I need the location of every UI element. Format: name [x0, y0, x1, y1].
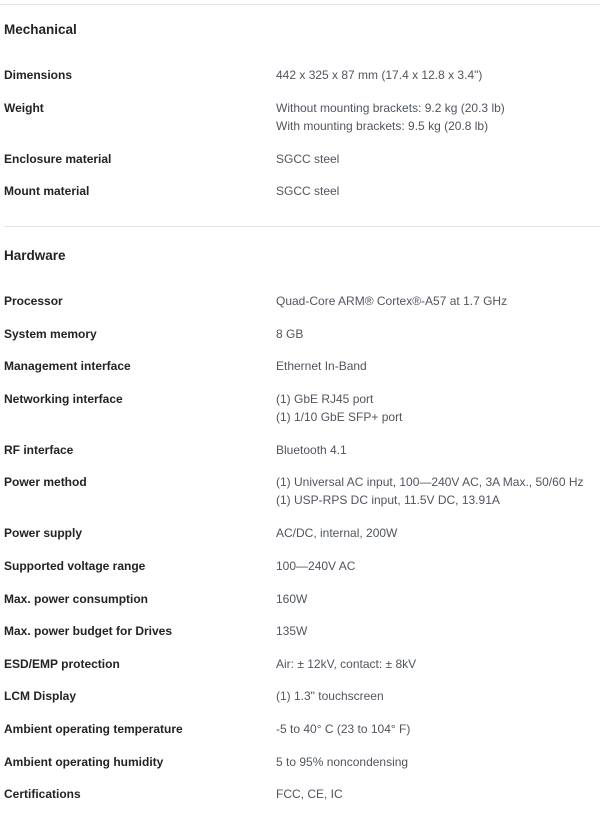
spec-value-line: With mounting brackets: 9.5 kg (20.8 lb) — [276, 119, 489, 133]
top-divider — [0, 4, 600, 5]
spec-value-line: 8 GB — [276, 327, 304, 341]
spec-value-line: 160W — [276, 592, 308, 606]
spec-value — [276, 66, 596, 84]
spec-label: System memory — [4, 327, 97, 341]
spec-value-line: 442 x 325 x 87 mm (17.4 x 12.8 x 3.4") — [276, 68, 483, 82]
spec-label: Max. power budget for Drives — [4, 624, 173, 638]
spec-label: Max. power consumption — [4, 592, 149, 606]
spec-label: RF interface — [4, 443, 74, 457]
spec-value — [276, 687, 596, 705]
spec-value-line: Air: ± 12kV, contact: ± 8kV — [276, 657, 417, 671]
spec-value-line: Quad-Core ARM® Cortex®-A57 at 1.7 GHz — [276, 294, 508, 308]
spec-value — [276, 182, 596, 200]
spec-value — [276, 357, 596, 375]
spec-value-line: (1) Universal AC input, 100—240V AC, 3A Max., 50/60 Hz — [276, 475, 584, 489]
spec-value — [276, 622, 596, 640]
spec-value — [276, 150, 596, 168]
spec-value-line: (1) USP-RPS DC input, 11.5V DC, 13.91A — [276, 493, 500, 507]
spec-value — [276, 473, 596, 509]
spec-value-line: 100—240V AC — [276, 559, 356, 573]
spec-label: Networking interface — [4, 392, 123, 406]
spec-label: Processor — [4, 294, 63, 308]
spec-label: Ambient operating humidity — [4, 755, 164, 769]
spec-value — [276, 390, 596, 426]
spec-value-line: Ethernet In-Band — [276, 359, 367, 373]
spec-value — [276, 753, 596, 771]
spec-label: Ambient operating temperature — [4, 722, 183, 736]
spec-label: Weight — [4, 101, 44, 115]
spec-value — [276, 557, 596, 575]
spec-label: Supported voltage range — [4, 559, 146, 573]
spec-value-line: 5 to 95% noncondensing — [276, 755, 409, 769]
spec-label: LCM Display — [4, 689, 77, 703]
spec-label: Certifications — [4, 787, 81, 801]
spec-value — [276, 292, 596, 310]
spec-value-line: Bluetooth 4.1 — [276, 443, 347, 457]
spec-value-line: (1) GbE RJ45 port — [276, 392, 374, 406]
spec-value — [276, 99, 596, 135]
spec-value-line: Without mounting brackets: 9.2 kg (20.3 lb) — [276, 101, 505, 115]
section-divider — [4, 226, 600, 227]
spec-label: Enclosure material — [4, 152, 112, 166]
spec-label: Management interface — [4, 359, 131, 373]
spec-label: Dimensions — [4, 68, 73, 82]
spec-value-line: (1) 1.3" touchscreen — [276, 689, 384, 703]
spec-label: ESD/EMP protection — [4, 657, 120, 671]
section-title: Mechanical — [4, 22, 77, 37]
spec-value — [276, 785, 596, 803]
spec-label: Power method — [4, 475, 87, 489]
spec-value — [276, 441, 596, 459]
spec-value-line: AC/DC, internal, 200W — [276, 526, 398, 540]
spec-label: Power supply — [4, 526, 83, 540]
spec-value-line: -5 to 40° C (23 to 104° F) — [276, 722, 411, 736]
spec-value-line: (1) 1/10 GbE SFP+ port — [276, 410, 403, 424]
spec-value — [276, 325, 596, 343]
spec-value-line: SGCC steel — [276, 152, 340, 166]
spec-value-line: SGCC steel — [276, 184, 340, 198]
spec-value — [276, 720, 596, 738]
section-title: Hardware — [4, 248, 66, 263]
spec-value — [276, 524, 596, 542]
spec-label: Mount material — [4, 184, 90, 198]
spec-value — [276, 590, 596, 608]
spec-value-line: FCC, CE, IC — [276, 787, 343, 801]
spec-value-line: 135W — [276, 624, 308, 638]
spec-value — [276, 655, 596, 673]
